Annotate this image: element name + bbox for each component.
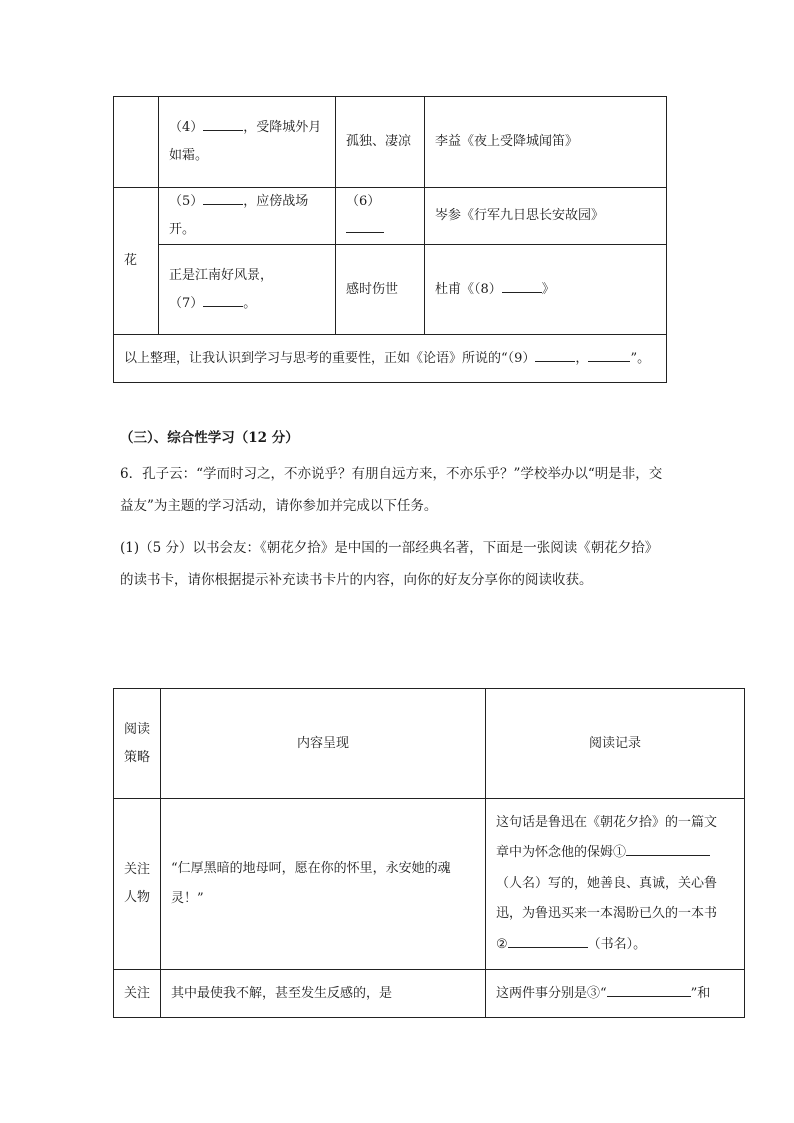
record-cell: [486, 799, 745, 970]
poetry-table: [113, 96, 667, 383]
record-l4: 迅，为鲁迅买来一本渴盼已久的一本书: [496, 906, 718, 922]
blank-6[interactable]: [346, 218, 384, 233]
emotion-cell: [336, 188, 425, 245]
q6-line1: 6．孔子云：“学而时习之，不亦说乎？有朋自远方来，不亦乐乎？”学校举办以“明是非，交: [120, 466, 663, 482]
question-6-1: [120, 532, 700, 596]
blank-4[interactable]: [203, 116, 243, 131]
content-cell: [161, 799, 486, 970]
summary-comma: ，: [575, 350, 589, 366]
blank-9b[interactable]: [588, 347, 630, 362]
strategy-l2: 人物: [124, 890, 151, 905]
emotion-cell: 孤独、凄凉: [336, 97, 425, 188]
summary-cell: [114, 335, 667, 383]
verse-suffix: 。: [243, 295, 257, 311]
record-l5-prefix: ②: [496, 936, 508, 952]
verse-line1: 正是江南好风景，: [169, 267, 274, 283]
record-suffix: ”和: [690, 985, 711, 1001]
strategy-header-l1: 阅读: [124, 721, 151, 737]
verse-cell: [159, 245, 336, 335]
category-cell: 花: [114, 188, 159, 335]
blank-1[interactable]: [626, 841, 710, 856]
source-cell: [425, 245, 667, 335]
verse-prefix: （4）: [169, 120, 204, 135]
blank-2[interactable]: [508, 933, 588, 948]
question-6: [120, 458, 700, 522]
strategy-header: [114, 689, 161, 799]
content-cell: 其中最使我不解，甚至发生反感的，是: [161, 970, 486, 1018]
summary-suffix: ”。: [630, 350, 651, 366]
blank-8[interactable]: [502, 278, 542, 293]
blank-3[interactable]: [607, 982, 691, 997]
record-l3: （人名）写的，她善良、真诚，关心鲁: [496, 875, 718, 891]
content-header: 内容呈现: [161, 689, 486, 799]
strategy-header-l2: 策略: [124, 749, 151, 765]
verse-line2: 如霜。: [169, 148, 209, 163]
source-cell: 李益《夜上受降城闻笛》: [425, 97, 667, 188]
source-suffix: 》: [541, 281, 555, 297]
blank-9a[interactable]: [535, 347, 575, 362]
verse-suffix: ，应傍战场开。: [169, 194, 309, 237]
verse-cell: [159, 97, 336, 188]
content-l2: 灵！”: [171, 891, 204, 906]
section-title: （三）、综合性学习（12 分）: [120, 430, 299, 446]
record-l5-suffix: （书名）。: [587, 936, 647, 952]
reading-card-table: [113, 688, 745, 1018]
record-cell: [486, 970, 745, 1018]
content-l1: “仁厚黑暗的地母呵，愿在你的怀里，永安她的魂: [171, 861, 451, 876]
record-l2: 章中为怀念他的保姆①: [496, 845, 627, 861]
emotion-prefix: （6）: [346, 194, 381, 209]
strategy-cell: 关注: [114, 970, 161, 1018]
q6-1-line2: 的读书卡，请你根据提示补充读书卡片的内容，向你的好友分享你的阅读收获。: [120, 572, 593, 588]
record-header: 阅读记录: [486, 689, 745, 799]
source-cell: 岑参《行军九日思长安故园》: [425, 188, 667, 245]
source-prefix: 杜甫《（8）: [435, 281, 502, 297]
record-prefix: 这两件事分别是③“: [496, 985, 607, 1001]
verse-suffix: ，受降城外月: [243, 120, 322, 135]
strategy-l1: 关注: [124, 862, 151, 877]
verse-prefix: （5）: [169, 194, 204, 209]
emotion-cell: 感时伤世: [336, 245, 425, 335]
strategy-cell: [114, 799, 161, 970]
record-l1: 这句话是鲁迅在《朝花夕拾》的一篇文: [496, 814, 718, 830]
verse-cell: [159, 188, 336, 245]
summary-prefix: 以上整理，让我认识到学习与思考的重要性，正如《论语》所说的“（9）: [124, 350, 536, 366]
q6-1-line1: (1)（5 分）以书会友：《朝花夕拾》是中国的一部经典名著，下面是一张阅读《朝花夕拾》: [120, 540, 659, 556]
verse-prefix: （7）: [169, 295, 204, 311]
blank-5[interactable]: [203, 190, 243, 205]
q6-line2: 益友”为主题的学习活动，请你参加并完成以下任务。: [120, 498, 438, 514]
category-cell-empty: [114, 97, 159, 188]
blank-7[interactable]: [203, 292, 243, 307]
